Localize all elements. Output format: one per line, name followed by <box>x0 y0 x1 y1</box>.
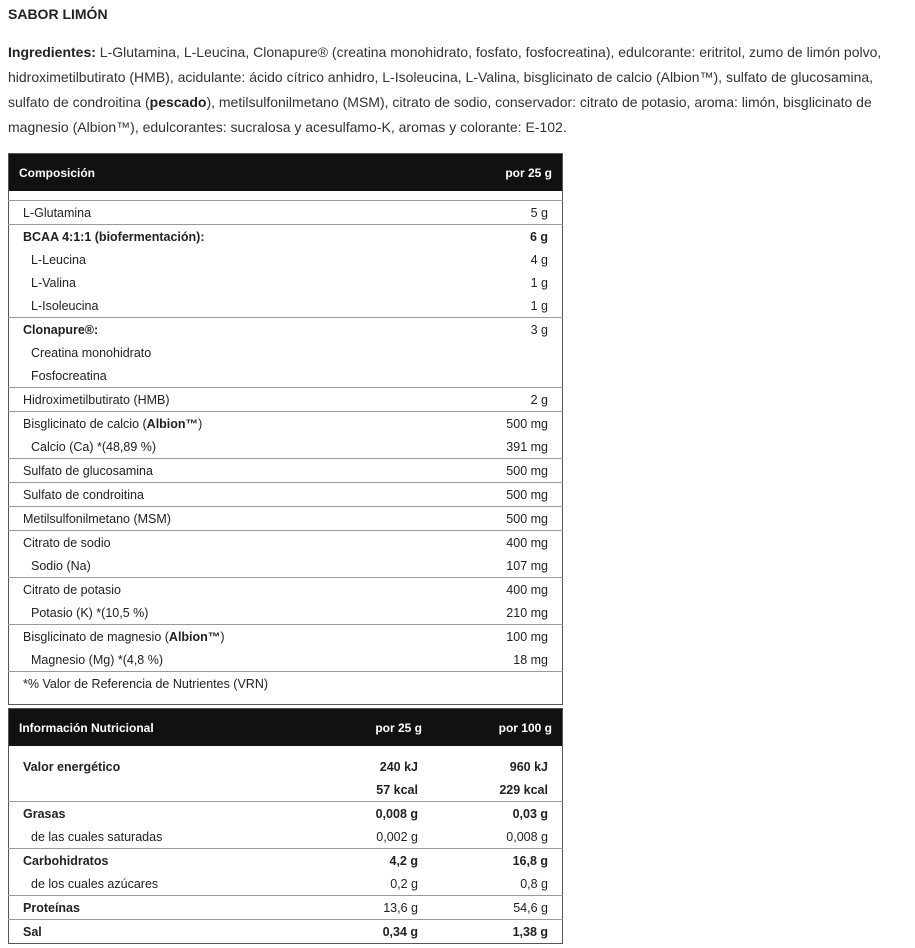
row-name: Proteínas <box>9 896 293 920</box>
table-row <box>9 872 563 896</box>
row-value: 500 mg <box>433 483 563 507</box>
nutrition-table <box>8 708 563 944</box>
table-row <box>9 531 563 555</box>
row-value-col2: 1,38 g <box>432 920 563 944</box>
row-name-post: ) <box>220 629 225 644</box>
table-row <box>9 849 563 873</box>
row-name: Sulfato de glucosamina <box>9 459 433 483</box>
row-value: 3 g <box>433 318 563 342</box>
row-name: Grasas <box>9 802 293 826</box>
row-name: Sodio (Na) <box>31 558 91 573</box>
row-name <box>9 412 433 436</box>
table-row <box>9 755 563 778</box>
row-value: 500 mg <box>433 412 563 436</box>
row-name: de los cuales azúcares <box>31 876 159 891</box>
row-name-pre: Bisglicinato de magnesio ( <box>23 629 169 644</box>
row-name-brand: Albion™ <box>168 629 221 644</box>
table-row <box>9 225 563 249</box>
nutrition-header <box>9 709 563 747</box>
row-name: Citrato de sodio <box>9 531 433 555</box>
row-name: Valor energético <box>23 759 121 774</box>
row-name: L-Isoleucina <box>31 298 99 313</box>
row-name: Sulfato de condroitina <box>9 483 433 507</box>
footnote-row <box>9 672 563 696</box>
table-row <box>9 294 563 318</box>
row-value <box>433 364 563 388</box>
row-name: Sal <box>9 920 293 944</box>
table-row <box>9 388 563 412</box>
row-value-col2: 16,8 g <box>432 849 563 873</box>
table-row <box>9 507 563 531</box>
row-value: 107 mg <box>506 558 548 573</box>
row-name: Carbohidratos <box>9 849 293 873</box>
table-row <box>9 578 563 602</box>
table-row <box>9 802 563 826</box>
row-value: 1 g <box>530 298 548 313</box>
ingredients-text-2: ), metilsulfonilmetano (MSM), citrato de sodio, conservador: citrato de potasio, aroma: limón, bisglicinato de magnesio (Albion™), edulcorantes: sucralosa y acesulfamo-K, aromas y colorante: E-102. <box>8 94 872 135</box>
table-row <box>9 483 563 507</box>
row-value: 6 g <box>433 225 563 249</box>
row-name: Magnesio (Mg) *(4,8 %) <box>31 652 163 667</box>
row-name: de las cuales saturadas <box>31 829 163 844</box>
table-row <box>9 364 563 388</box>
row-value: 5 g <box>433 201 563 225</box>
row-value-col1: 0,34 g <box>292 920 432 944</box>
row-value-col2: 960 kJ <box>509 759 548 774</box>
table-row <box>9 341 563 364</box>
row-value-col1: 57 kcal <box>376 782 418 797</box>
spacer <box>9 746 563 755</box>
row-name-brand: Albion™ <box>146 416 199 431</box>
row-value-col1: 13,6 g <box>292 896 432 920</box>
table-row <box>9 920 563 944</box>
row-name <box>9 625 433 649</box>
row-value: 4 g <box>530 252 548 267</box>
row-name: L-Glutamina <box>9 201 433 225</box>
nutrition-header-col2: por 100 g <box>432 709 563 747</box>
row-value: 500 mg <box>433 507 563 531</box>
table-row <box>9 778 563 802</box>
row-value: 500 mg <box>433 459 563 483</box>
table-row <box>9 412 563 436</box>
table-row <box>9 248 563 271</box>
row-value-col2: 0,8 g <box>520 876 548 891</box>
table-row <box>9 625 563 649</box>
table-row <box>9 601 563 625</box>
row-value: 18 mg <box>513 652 548 667</box>
row-name-post: ) <box>198 416 203 431</box>
row-name: Citrato de potasio <box>9 578 433 602</box>
row-value: 210 mg <box>506 605 548 620</box>
row-value-col1: 0,002 g <box>376 829 418 844</box>
row-name: L-Valina <box>31 275 76 290</box>
table-row <box>9 554 563 578</box>
row-name <box>9 778 293 802</box>
nutrition-header-name: Información Nutricional <box>9 709 293 747</box>
table-row <box>9 271 563 294</box>
vrn-footnote: *% Valor de Referencia de Nutrientes (VRN) <box>9 672 563 696</box>
row-name: Creatina monohidrato <box>31 345 152 360</box>
ingredients-text-1: L-Glutamina, L-Leucina, Clonapure® (creatina monohidrato, fosfato, fosfocreatina), edulcorante: eritritol, zumo de limón polvo, hidroximetilbutirato (HMB), acidulante: ácido cítrico anhidro, L-Isoleucina, L-Valina, bisglicinato de calcio (Albion™), sulfato de glucosamina, sulfato de condroitina ( <box>8 44 882 110</box>
row-value: 2 g <box>433 388 563 412</box>
ingredients-label: Ingredientes: <box>8 44 96 60</box>
row-name: Potasio (K) *(10,5 %) <box>31 605 149 620</box>
row-name: Calcio (Ca) *(48,89 %) <box>31 439 157 454</box>
table-row <box>9 318 563 342</box>
row-name: Clonapure®: <box>9 318 433 342</box>
ingredients-paragraph <box>8 40 908 140</box>
row-value: 1 g <box>530 275 548 290</box>
table-row <box>9 825 563 849</box>
spacer <box>9 695 563 705</box>
row-value: 100 mg <box>433 625 563 649</box>
row-value-col1: 4,2 g <box>292 849 432 873</box>
row-value-col1: 0,008 g <box>292 802 432 826</box>
table-row <box>9 459 563 483</box>
row-name: BCAA 4:1:1 (biofermentación): <box>9 225 433 249</box>
row-value-col1: 240 kJ <box>379 759 418 774</box>
flavor-title: SABOR LIMÓN <box>8 6 108 22</box>
row-value: 400 mg <box>433 531 563 555</box>
row-value: 400 mg <box>433 578 563 602</box>
composition-header-name: Composición <box>9 154 433 192</box>
table-row <box>9 435 563 459</box>
table-row <box>9 648 563 672</box>
row-value-col2: 54,6 g <box>432 896 563 920</box>
composition-header <box>9 154 563 192</box>
row-name: Metilsulfonilmetano (MSM) <box>9 507 433 531</box>
ingredients-allergen: pescado <box>149 94 207 110</box>
row-name: Fosfocreatina <box>31 368 107 383</box>
composition-table <box>8 153 563 705</box>
row-value: 391 mg <box>506 439 548 454</box>
table-row <box>9 896 563 920</box>
row-name: L-Leucina <box>31 252 86 267</box>
row-name: Hidroximetilbutirato (HMB) <box>9 388 433 412</box>
row-name-pre: Bisglicinato de calcio ( <box>23 416 147 431</box>
row-value-col2: 229 kcal <box>499 782 548 797</box>
spacer <box>9 191 563 201</box>
row-value-col2: 0,008 g <box>506 829 548 844</box>
row-value-col1: 0,2 g <box>390 876 418 891</box>
nutrition-header-col1: por 25 g <box>292 709 432 747</box>
row-value-col2: 0,03 g <box>432 802 563 826</box>
table-row <box>9 201 563 225</box>
composition-header-value: por 25 g <box>433 154 563 192</box>
row-value <box>433 341 563 364</box>
